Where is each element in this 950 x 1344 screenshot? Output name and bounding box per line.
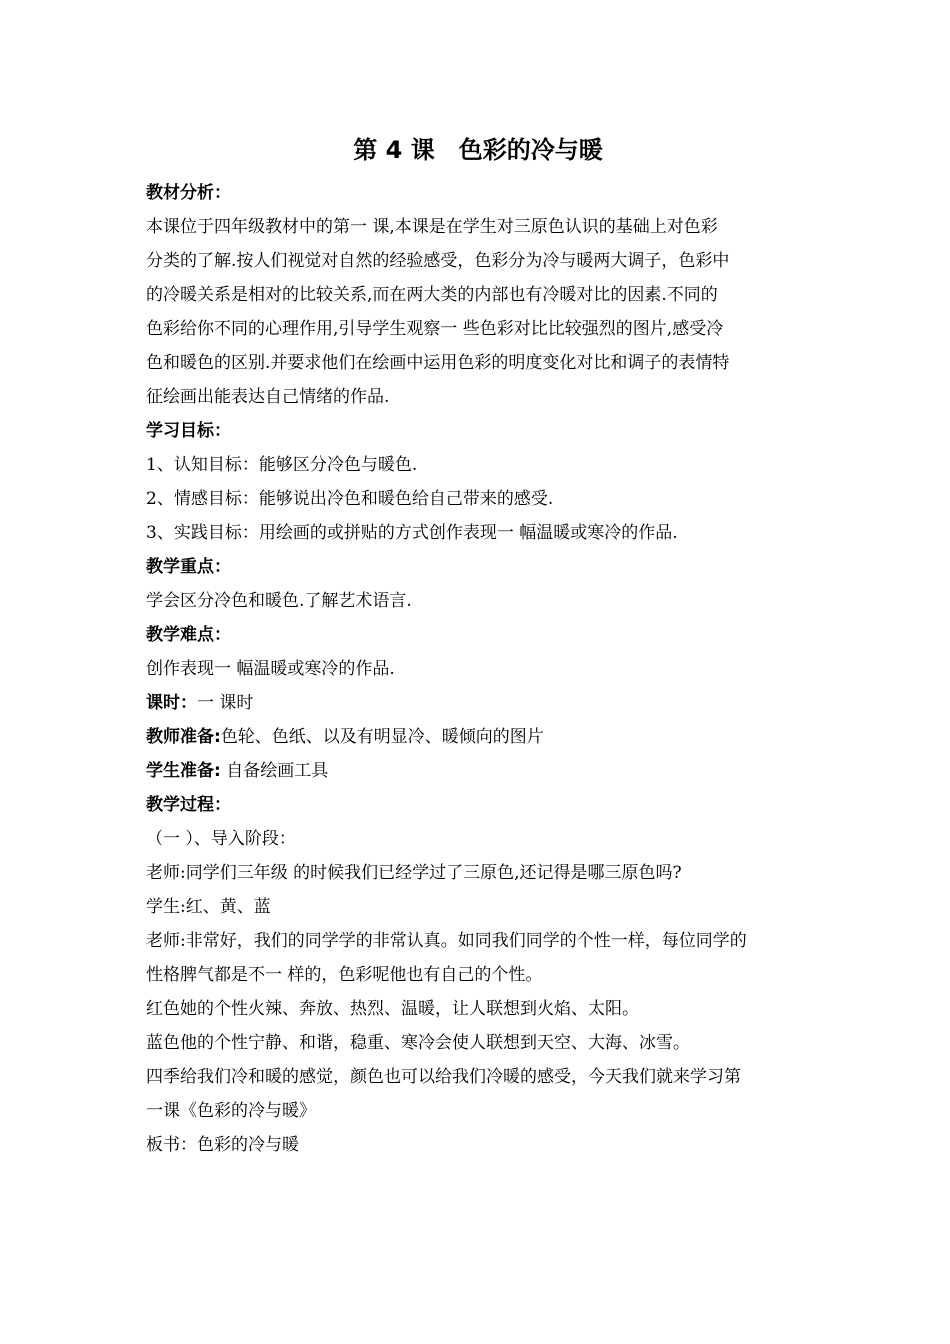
student-prep-label: 学生准备: (146, 761, 221, 781)
process-line: 老师:同学们三年级 的时候我们已经学过了三原色,还记得是哪三原色吗? (146, 863, 682, 883)
process-line: 板书：色彩的冷与暖 (146, 1135, 299, 1155)
process-line: 学生:红、黄、蓝 (146, 897, 271, 917)
difficulty-text: 创作表现一 幅温暖或寒冷的作品. (146, 659, 395, 679)
process-stage: （一 ）、导入阶段： (146, 829, 296, 849)
teacher-prep-row (146, 720, 810, 754)
lesson-page (146, 126, 810, 1162)
goal-item: 1、认知目标：能够区分冷色与暖色. (146, 455, 418, 475)
process-line: 一课《色彩的冷与暖》 (146, 1101, 316, 1121)
student-prep-row (146, 754, 810, 788)
process-line: 四季给我们冷和暖的感觉，颜色也可以给我们冷暖的感受，今天我们就来学习第 (146, 1067, 741, 1087)
process-line: 老师:非常好，我们的同学学的非常认真。如同我们同学的个性一样，每位同学的 (146, 931, 747, 951)
period-label: 课时： (146, 693, 197, 713)
analysis-line: 的冷暖关系是相对的比较关系,而在两大类的内部也有冷暖对比的因素.不同的 (146, 285, 718, 305)
analysis-paragraph (146, 210, 810, 414)
page-title: 第 4 课 色彩的冷与暖 (353, 136, 603, 164)
analysis-line: 色和暖色的区别.并要求他们在绘画中运用色彩的明度变化对比和调子的表情特 (146, 353, 730, 373)
period-text: 一 课时 (197, 693, 254, 713)
analysis-line: 征绘画出能表达自己情绪的作品. (146, 387, 390, 407)
teacher-prep-text: 色轮、色纸、以及有明显冷、暖倾向的图片 (220, 727, 544, 747)
process-heading: 教学过程： (146, 795, 231, 815)
period-row (146, 686, 810, 720)
teacher-prep-label: 教师准备: (146, 727, 221, 747)
goal-item: 3、实践目标：用绘画的或拼贴的方式创作表现一 幅温暖或寒冷的作品. (146, 523, 678, 543)
goal-item: 2、情感目标：能够说出冷色和暖色给自己带来的感受. (146, 489, 554, 509)
analysis-heading: 教材分析： (146, 183, 231, 203)
student-prep-text: 自备绘画工具 (220, 761, 329, 781)
process-line: 性格脾气都是不一 样的，色彩呢他也有自己的个性。 (146, 965, 543, 985)
goals-heading: 学习目标： (146, 421, 231, 441)
difficulty-heading: 教学难点： (146, 625, 231, 645)
analysis-line: 色彩给你不同的心理作用,引导学生观察一 些色彩对比比较强烈的图片,感受冷 (146, 319, 724, 339)
process-line: 红色她的个性火辣、奔放、热烈、温暖，让人联想到火焰、太阳。 (146, 999, 639, 1019)
analysis-line: 分类的了解.按人们视觉对自然的经验感受，色彩分为冷与暖两大调子，色彩中 (146, 251, 730, 271)
key-point-text: 学会区分冷色和暖色.了解艺术语言. (146, 591, 412, 611)
key-point-heading: 教学重点： (146, 557, 231, 577)
process-line: 蓝色他的个性宁静、和谐，稳重、寒冷会使人联想到天空、大海、冰雪。 (146, 1033, 690, 1053)
analysis-line: 本课位于四年级教材中的第一 课,本课是在学生对三原色认识的基础上对色彩 (146, 217, 718, 237)
